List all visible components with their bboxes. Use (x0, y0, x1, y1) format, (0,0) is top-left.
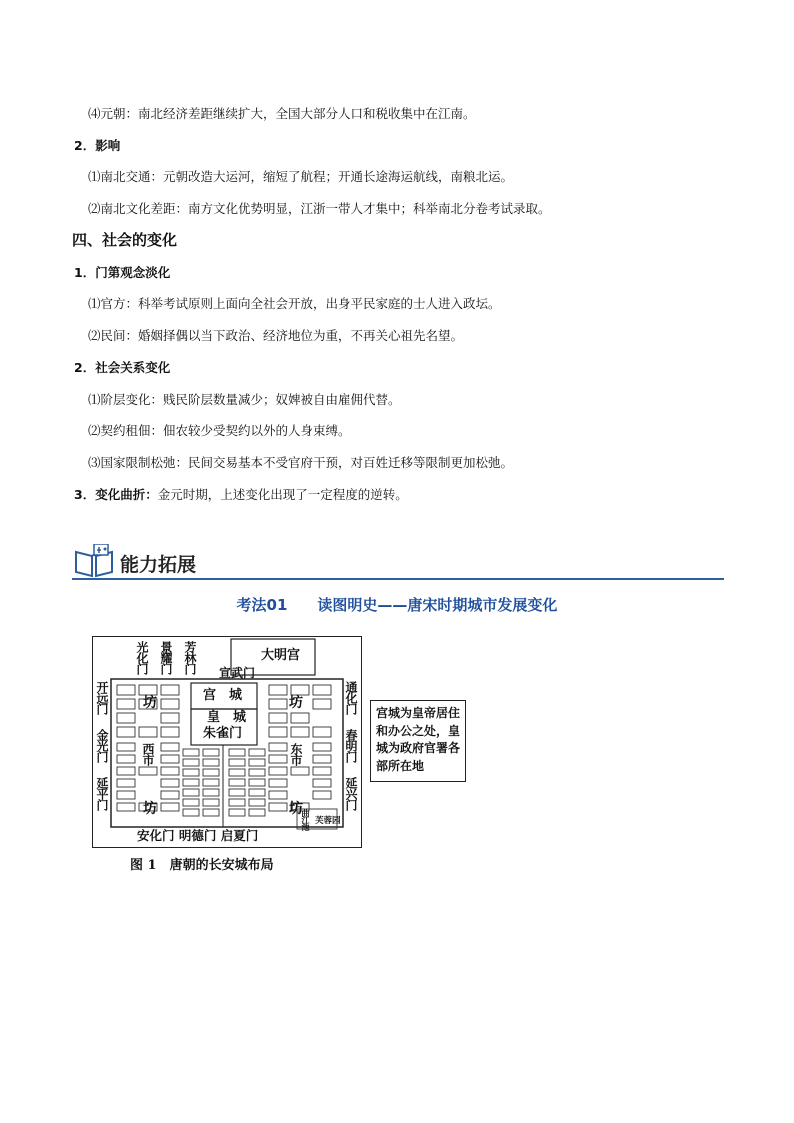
fang-label-se: 坊 (289, 801, 303, 817)
text-yuan-economy: ⑷元朝：南北经济差距继续扩大，全国大部分人口和税收集中在江南。 (88, 106, 476, 121)
fang-label-sw: 坊 (143, 801, 157, 817)
figure-caption: 图 1 唐朝的长安城布局 (130, 858, 274, 873)
gate-zhuque: 朱雀门 (203, 726, 243, 741)
gate-tonghua: 通化门 (344, 681, 358, 714)
gate-chunming: 春明门 (344, 729, 358, 762)
text-sub2-item1: ⑴阶层变化：贱民阶层数量减少；奴婢被自由雇佣代替。 (88, 392, 401, 407)
gate-yanping: 延平门 (95, 777, 109, 810)
fang-label-nw: 坊 (143, 695, 157, 711)
daming-palace: 大明宫 (261, 648, 301, 663)
text-influence-1: ⑴南北交通：元朝改造大运河，缩短了航程；开通长途海运航线，南粮北运。 (88, 169, 514, 184)
method-title: 考法01 读图明史——唐宋时期城市发展变化 (236, 596, 558, 614)
changan-map (92, 636, 362, 848)
gate-jingyao: 景耀门 (159, 641, 173, 674)
heading-sub-1: 1．门第观念淡化 (74, 265, 171, 280)
banner-divider (72, 578, 724, 580)
east-market: 东市 (289, 743, 303, 765)
heading-influence: 2．影响 (74, 138, 121, 153)
gate-kaiyuan: 开远门 (95, 681, 109, 714)
gate-xuanwu: 宣武门 (219, 666, 256, 680)
text-sub1-item1: ⑴官方：科举考试原则上面向全社会开放，出身平民家庭的士人进入政坛。 (88, 296, 501, 311)
qujiang-pond: 曲江池 (301, 809, 311, 830)
fang-label-ne: 坊 (289, 695, 303, 711)
sub3-text: 金元时期，上述变化出现了一定程度的逆转。 (157, 487, 408, 502)
furong-garden: 芙蓉园 (315, 816, 341, 826)
gate-fanglin: 芳林门 (183, 641, 197, 674)
ability-banner (72, 540, 724, 580)
text-influence-2: ⑵南北文化差距：南方文化优势明显，江浙一带人才集中；科举南北分卷考试录取。 (88, 201, 551, 216)
text-sub1-item2: ⑵民间：婚姻择偶以当下政治、经济地位为重，不再关心祖先名望。 (88, 328, 464, 343)
heading-section-4: 四、社会的变化 (72, 231, 178, 249)
imperial-city: 皇 城 (207, 710, 247, 725)
palace-city: 宫 城 (203, 688, 243, 703)
sub3-label: 3．变化曲折： (74, 487, 158, 502)
book-icon (72, 544, 116, 578)
west-market: 西市 (141, 743, 155, 765)
gate-guanghua: 光化门 (135, 641, 149, 674)
text-sub2-item3: ⑶国家限制松弛：民间交易基本不受官府干预，对百姓迁移等限制更加松弛。 (88, 455, 514, 470)
banner-title: 能力拓展 (120, 554, 197, 576)
gate-yanxing: 延兴门 (344, 777, 358, 810)
text-sub2-item2: ⑵契约租佃：佃农较少受契约以外的人身束缚。 (88, 423, 351, 438)
heading-sub-2: 2．社会关系变化 (74, 360, 171, 375)
map-note: 宫城为皇帝居住和办公之处，皇城为政府官署各部所在地 (370, 700, 466, 782)
gates-south: 安化门 明德门 启夏门 (137, 828, 259, 843)
gate-jinguang: 金光门 (95, 729, 109, 762)
text-sub3 (74, 485, 408, 503)
